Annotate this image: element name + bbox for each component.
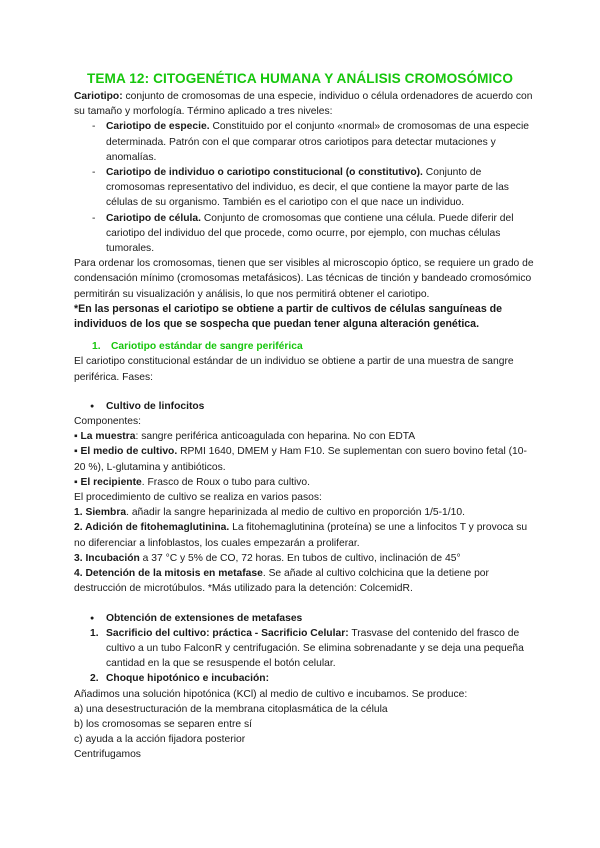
procedure-intro: El procedimiento de cultivo se realiza en varios pasos: [74, 492, 322, 504]
page-title: TEMA 12: CITOGENÉTICA HUMANA Y ANÁLISIS CROMOSÓMICO [86, 71, 514, 86]
component-text: RPMI 1640, DMEM y Ham F10. Se suplementan con suero bovino fetal (10-20 %), L-glutamina y antibióticos. [74, 446, 527, 473]
component-text: : sangre periférica anticoagulada con heparina. No con EDTA [135, 431, 416, 443]
subsection-heading: ● Cultivo de linfocitos [74, 399, 534, 414]
level-item [74, 119, 534, 165]
step-text: . añadir la sangre heparinizada al medio de cultivo en proporción 1/5-1/10. [126, 507, 465, 519]
procedure-step [74, 505, 534, 520]
hipotonic-text: Añadimos una solución hipotónica (KCl) al medio de cultivo e incubamos. Se produce: [74, 688, 468, 700]
section-heading [74, 339, 534, 354]
effect-item: b) los cromosomas se separen entre sí [74, 718, 252, 730]
subsection-heading: ● Obtención de extensiones de metafases [74, 611, 534, 626]
component-term: La muestra [80, 431, 136, 443]
level-item [74, 165, 534, 211]
step-term: 4. Detención de la mitosis en metafase [74, 568, 263, 580]
step-term: 1. Siembra [74, 507, 127, 519]
effect-item: a) una desestructuración de la membrana citoplasmática de la célula [74, 703, 388, 715]
level-text: Constituido por el conjunto «normal» de cromosomas de una especie determinada. Patrón con el que comparar otros cariotipos para detectar mutaciones y anomalías. [106, 121, 529, 163]
component-text: . Frasco de Roux o tubo para cultivo. [141, 476, 311, 488]
item-text: Trasvase del contenido del frasco de cultivo a un tubo FalconR y centrifugación. Se elimina sobrenadante y se deja una pequeña cantidad en la que se resuspende el botón celular. [106, 627, 524, 670]
bullet-marker: ▪ [74, 431, 81, 443]
cariotipo-term: Cariotipo: [74, 91, 123, 102]
section-number: 1. [92, 341, 101, 353]
section-text: El cariotipo constitucional estándar de un individuo se obtiene a partir de una muestra de sangre periférica. Fases: [74, 356, 514, 383]
component-item [74, 444, 534, 474]
component-item [74, 475, 534, 490]
cariotipo-text: conjunto de cromosomas de una especie, individuo o célula ordenadores de acuerdo con su tamaño y morfología. Término aplicado a tres niveles: [74, 91, 533, 118]
level-text: Conjunto de cromosomas que contiene una célula. Puede diferir del cariotipo del individuo del que procede, como ocurre, por ejemplo, con muchas células tumorales. [106, 212, 514, 255]
procedure-step [74, 566, 534, 596]
numbered-item [74, 671, 534, 686]
step-term: 3. Incubación [74, 552, 140, 564]
note-paragraph: *En las personas el cariotipo se obtiene a partir de cultivos de células sanguíneas de individuos de los que se sospecha que puedan tener alguna alteración genética. [74, 302, 503, 331]
final-line: Centrifugamos [74, 749, 141, 761]
paragraph-order: Para ordenar los cromosomas, tienen que ser visibles al microscopio óptico, se requiere un grado de condensación mínimo (cromosomas metafásicos). Las técnicas de tinción y bandeado cromosómico permitirán su visualización y análisis, lo que nos permitirá obtener el cariotipo. [74, 258, 534, 300]
component-term: El recipiente [80, 476, 142, 488]
bullet-marker: ▪ [74, 446, 81, 458]
effect-item: c) ayuda a la acción fijadora posterior [74, 734, 246, 746]
step-text: a 37 °C y 5% de CO, 72 horas. En tubos de cultivo, inclinación de 45° [139, 552, 461, 564]
item-number: 1. [90, 627, 99, 639]
level-text: Conjunto de cromosomas representativo del individuo, es decir, el que contiene la mayor parte de las células de su organismo. También es el cariotipo con el que nace un individuo. [106, 167, 509, 209]
numbered-item [74, 626, 534, 672]
item-number: 2. [90, 673, 99, 685]
procedure-step [74, 520, 534, 550]
level-term: Cariotipo de célula. [106, 212, 201, 224]
level-term: Cariotipo de especie. [106, 121, 210, 133]
level-item [74, 211, 534, 257]
item-term: Choque hipotónico e incubación: [106, 673, 270, 685]
level-term: Cariotipo de individuo o cariotipo constitucional (o constitutivo). [106, 167, 423, 179]
section-title: Cariotipo estándar de sangre periférica [111, 341, 303, 353]
component-term: El medio de cultivo. [80, 446, 178, 458]
bullet-marker: ▪ [74, 476, 81, 488]
componentes-label: Componentes: [74, 416, 141, 428]
component-item [74, 429, 534, 444]
item-term: Sacrificio del cultivo: práctica - Sacrificio Celular: [106, 627, 349, 639]
step-text: La fitohemaglutinina (proteína) se une a linfocitos T y provoca su no diferenciar a linfoblastos, los cuales empezarán a proliferar. [74, 522, 528, 549]
cariotipo-definition [74, 89, 534, 119]
document-page [74, 70, 534, 763]
procedure-step [74, 551, 534, 566]
step-term: 2. Adición de fitohemaglutinina. [74, 522, 230, 534]
step-text: . Se añade al cultivo colchicina que la detiene por destrucción de microtúbulos. *Más utilizado para la detención: ColcemidR. [74, 568, 489, 595]
